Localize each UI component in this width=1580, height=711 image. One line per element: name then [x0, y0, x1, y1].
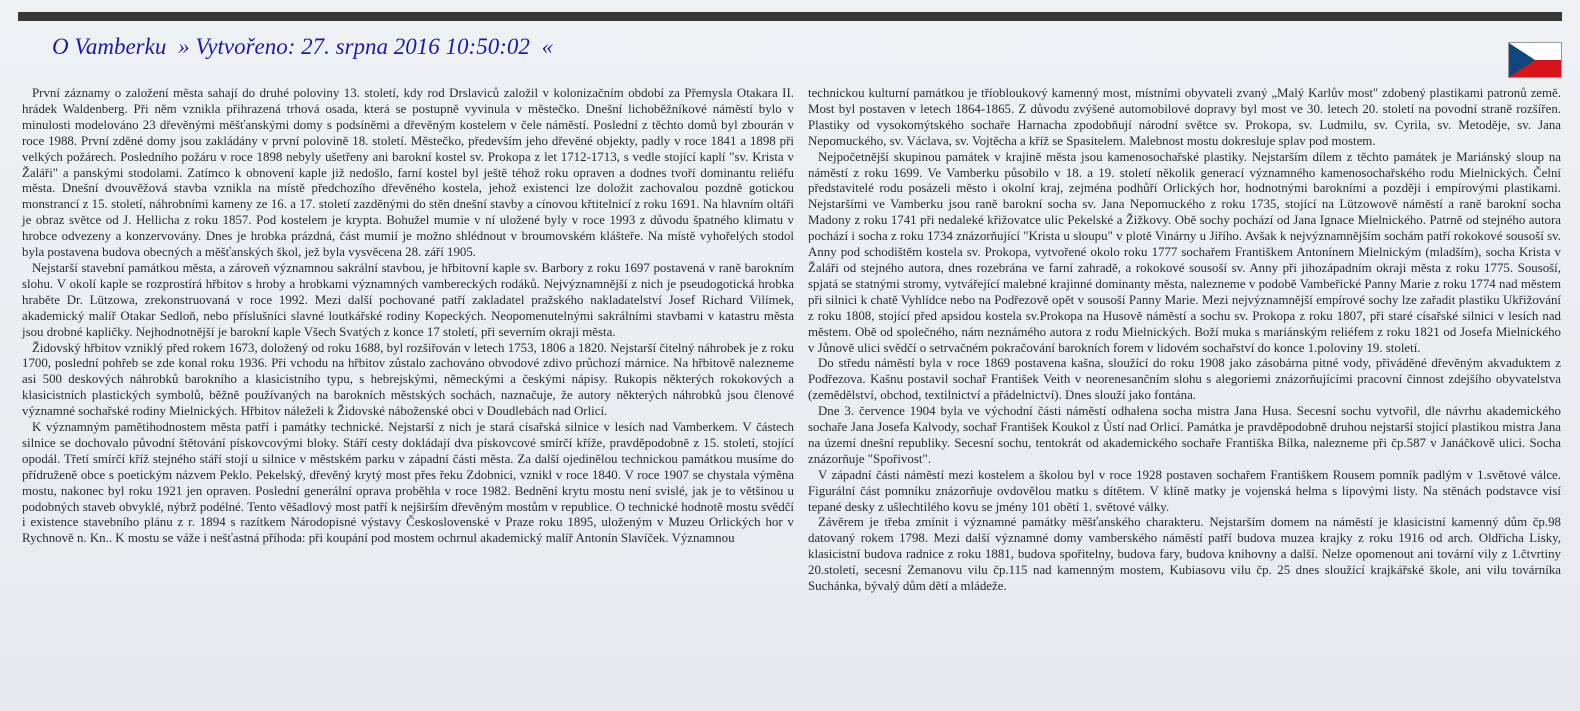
title-close-mark: « — [541, 34, 554, 59]
paragraph-jewish-cemetery: Židovský hřbitov vzniklý před rokem 1673, doložený od roku 1688, byl rozšiřován v letech 1753, 1806 a 1820. Nejstarší čitelný náhrobek je z roku 1700, poslední pohřeb se zde konal roku 1936. Při vchodu na hřbitov zůstalo zachováno obvodové zdivo průchozí márnice. Na hřbitově nalezneme asi 500 deskových náhrobků barokního a klasicistního typu, s hebrejskými, německými a českými nápisy. Rukopis některých rokokových a klasicistních plastických symbolů, běžně používaných na barokních městských sochách, naznačuje, že autory některých náhrobků jsou členové významné sochařské rodiny Mielnických. Hřbitov náleželi k Židovské náboženské obci v Doudlebách nad Orlicí. — [22, 340, 794, 419]
paragraph-chapel-barbora: Nejstarší stavební památkou města, a zároveň významnou sakrální stavbou, je hřbitovní kaple sv. Barbory z roku 1697 postavená v raně barokním slohu. V okolí kaple se rozprostírá hřbitov s hroby a hrobkami významných vambereckých rodáků. Nejvýznamnější z nich je pseudogotická hrobka hraběte Dr. Lützowa, zrekonstruovaná v roce 1992. Mezi další pochované patří zakladatel pražského nakladatelství Josef Richard Vilímek, akademický malíř Otakar Sedloň, nebo příslušníci slavné loutkářské rodiny Kopeckých. Neopomenutelnými sakrálními stavbami v katastru města jsou drobné kapličky. Nejhodnotnější je barokní kaple Všech Svatých z konce 17 století, při severním okraji města. — [22, 260, 794, 339]
top-divider-bar — [18, 12, 1562, 21]
czech-flag-icon — [1508, 42, 1562, 78]
text-column-left — [22, 86, 794, 547]
paragraph-burgher-houses: Závěrem je třeba zmínit i významné památky měšťanského charakteru. Nejstarším domem na náměstí je klasicistní kamenný dům čp.98 datovaný rokem 1798. Mezi další významné domy vamberského náměstí patří budova muzea krajky z roku 1916 od arch. Oldřicha Lisky, klasicistní budova radnice z roku 1881, budova spořitelny, budova fary, budova knihovny a další. Nelze opomenout ani tovární vily z 1.čtvrtiny 20.století, secesní Zemanovu vilu čp.115 nad kamenným mostem, Kubiasovu vilu čp. 25 dnes sloužící krajkářské škole, ani vilu továrníka Suchánka, bývalý dům dětí a mládeže. — [808, 515, 1561, 594]
text-column-right — [808, 86, 1561, 595]
paragraph-war-memorial: V západní části náměstí mezi kostelem a školou byl v roce 1928 postaven sochařem Františkem Rousem pomník padlým v 1.světové válce. Figurální část pomníku znázorňuje ovdovělou matku s dítětem. V klíně matky je vojenská helma s lipovými listy. Na stěnách podstavce visí tepané desky z ušlechtilého kovu se jmény 101 obětí 1. světové války. — [808, 467, 1561, 514]
title-created: » Vytvořeno: 27. srpna 2016 10:50:02 — [178, 34, 530, 59]
paragraph-technical-monuments: K významným pamětihodnostem města patří i památky technické. Nejstarší z nich je stará císařská silnice v lesích nad Vamberkem. V částech silnice se dochovalo původní štětování pískovcovými bloky. Stáří cesty dokládají dva pískovcové smírčí kříže, pravděpodobně z 15. století, stojící opodál. Třetí smírčí kříž stejného stáří stojí u silnice v městském parku v západní části města. Za další ojedinělou technickou památkou musíme do přídruženě obce s poetickým názvem Peklo. Pekelský, dřevěný krytý most přes řeku Zdobnici, vznikl v roce 1840. V roce 1907 se chystala výměna mostu, nakonec byl roku 1921 jen opraven. Poslední generální oprava proběhla v roce 1982. Bednění krytu mostu není svislé, jak je to většinou u podobných staveb obvyklé, nýbrž podélné. Tento věšadlový most patří k nejširším dřevěným mostům v republice. O technické hodnotě mostu svědčí i existence stavebního plánu z r. 1894 s razítkem Národopisné výstavy Československé v Praze roku 1895, uloženým v Muzeu Orlických hor v Rychnově n. Kn.. K mostu se váže i nešťastná příhoda: při koupání pod mostem ochrnul akademický malíř Antonín Slavíček. Významnou — [22, 420, 794, 546]
paragraph-fountain: Do středu náměstí byla v roce 1869 postavena kašna, sloužící do roku 1908 jako zásobárna pitné vody, přiváděné dřevěným akvaduktem z Podřezova. Kašnu postavil sochař František Veith v neorenesančním slohu s alegoriemi znázorňujícími pracovní činnost zdejšího obyvatelstva (zemědělství, obchod, textilnictví a přádelnictví). Dnes slouží jako fontána. — [808, 356, 1561, 403]
paragraph-founding: První záznamy o založení města sahají do druhé poloviny 13. století, kdy rod Drslaviců založil v kolonizačním období za Přemysla Otakara II. hrádek Waldenberg. Při něm vznikla přihrazená trhová osada, která se postupně vyvinula v městečko. Dnešní lichoběžníkové náměstí bylo v minulosti modelováno 23 dřevěnými měšťanskými domy s podsíněmi a dřevěným kostelem v čele náměstí. Poslední z těchto domů byl zbourán v roce 1988. První zděné domy jsou zakládány v první polovině 18. století. Městečko, především jeho dřevěné objekty, padly v roce 1841 a 1898 při velkých požárech. Posledního požáru v roce 1898 nebyly ušetřeny ani barokní kostel sv. Prokopa z let 1712-1713, s vedle stojící kaplí "sv. Krista v Žaláři" a panskými stodolami. Zatímco k obnovení kaple již nedošlo, farní kostel byl ještě téhož roku opraven a dodnes tvoří dominantu reliéfu města. Dnešní dvouvěžová stavba vznikla na místě předchozího dřevěného kostela, jehož existenci lze doložit zachovalou pozdně gotickou monstrancí z 15. století, náhrobními kameny ze 16. a 17. století zazděnými do stěn dnešní stavby a cínovou křtitelnicí z roku 1691. Na hlavním oltáři je obraz světce od J. Hellicha z roku 1857. Pod kostelem je krypta. Bohužel mumie v ní uložené byly v roce 1993 z důvodu špatného klimatu v hrobce odvezeny a konzervovány. Dnes je hrobka prázdná, část mumií je možno shlédnout v broumovském klášteře. Na místě vyhořelých stodol byla postavena budova obecných a měšťanských škol, jež byla vysvěcena 28. září 1905. — [22, 86, 794, 260]
paragraph-stone-bridge: technickou kulturní památkou je tříobloukový kamenný most, místními obyvateli zvaný „Malý Karlův most" zdobený plastikami patronů země. Most byl postaven v letech 1864-1865. Z důvodu zvýšené automobilové dopravy byl most ve 30. letech 20. století na povodní straně rozšířen. Plastiky od vysokomýtského sochaře Harnacha zpodobňují národní světce sv. Prokopa, sv. Ludmilu, sv. Cyrila, sv. Metoděje, sv. Jana Nepomuckého, sv. Václava, sv. Vojtěcha a kříž se Spasitelem. Malebnost mostu dokresluje splav pod mostem. — [808, 86, 1561, 148]
page-title — [52, 34, 559, 60]
title-name: O Vamberku — [52, 34, 167, 59]
paragraph-hus-statue: Dne 3. července 1904 byla ve východní části náměstí odhalena socha mistra Jana Husa. Secesní sochu vytvořil, dle návrhu akademického sochaře Jana Josefa Kalvody, sochař František Koukol z Ústí nad Orlicí. Památka je pravděpodobně druhou nejstarší stojící plastikou mistra Jana na území dnešní republiky. Secesní sochu, tentokrát od akademického sochaře Františka Bílka, nalezneme při čp.587 v Janáčkově ulici. Socha znázorňuje "Spořivost". — [808, 404, 1561, 466]
paragraph-sculptures: Nejpočetnější skupinou památek v krajině města jsou kamenosochařské plastiky. Nejstarším dílem z těchto památek je Mariánský sloup na náměstí z roku 1699. Ve Vamberku působilo v 18. a 19. století několik generací významného kamenosochařského rodu Mielnických. Čelní představitelé rodu posázeli město i okolní kraj, zejména podhůří Orlických hor, hodnotnými barokními a později i empírovými plastikami. Nejstaršími ve Vamberku jsou raně barokní socha sv. Jana Nepomuckého z roku 1735, stojící na Lützowově náměstí a raně barokní socha Madony z roku 1741 při nedaleké křižovatce ulic Pekelské a Žižkovy. Obě sochy pochází od Jana Ignace Mielnického. Patrně od stejného autora pochází i socha z roku 1734 znázorňující "Krista u sloupu" v plotě Vinárny u Jiřího. Avšak k nejvýznamnějším sochám patří rokokové sousoší sv. Anny pod schodištěm kostela sv. Prokopa, vytvořené okolo roku 1777 sochařem Františkem Antonínem Mielnickým (mladším), socha Krista v Žaláři od stejného autora, dnes rozebrána ve farní zahradě, a rokokové sousoší sv. Anny při jihozápadním okraji města z roku 1775. Sousoší, spjatá se statnými stromy, vytvářející malebné krajinné dominanty města, nalezneme v podobě Vambeřické Panny Marie z roku 1774 nad městem při silnici k chatě Vyhlídce nebo na Podřezově opět v sousoší Panny Marie. Mezi nejvýznamnější empírové sochy lze zařadit plastiku Ukřižování z roku 1808, stojící před apsidou kostela sv.Prokopa na Husově náměstí a sochu sv. Prokopa z roku 1807, při staré císařské silnici v lesích nad městem. Obě od společného, nám neznámého autora z rodu Mielnických. Boží muka s mariánským reliéfem z roku 1821 od Josefa Mielnického v Jůnově ulici svědčí o setrvačném pokračování barokních forem v lidovém sochařství do konce 1.poloviny 19. století. — [808, 149, 1561, 355]
